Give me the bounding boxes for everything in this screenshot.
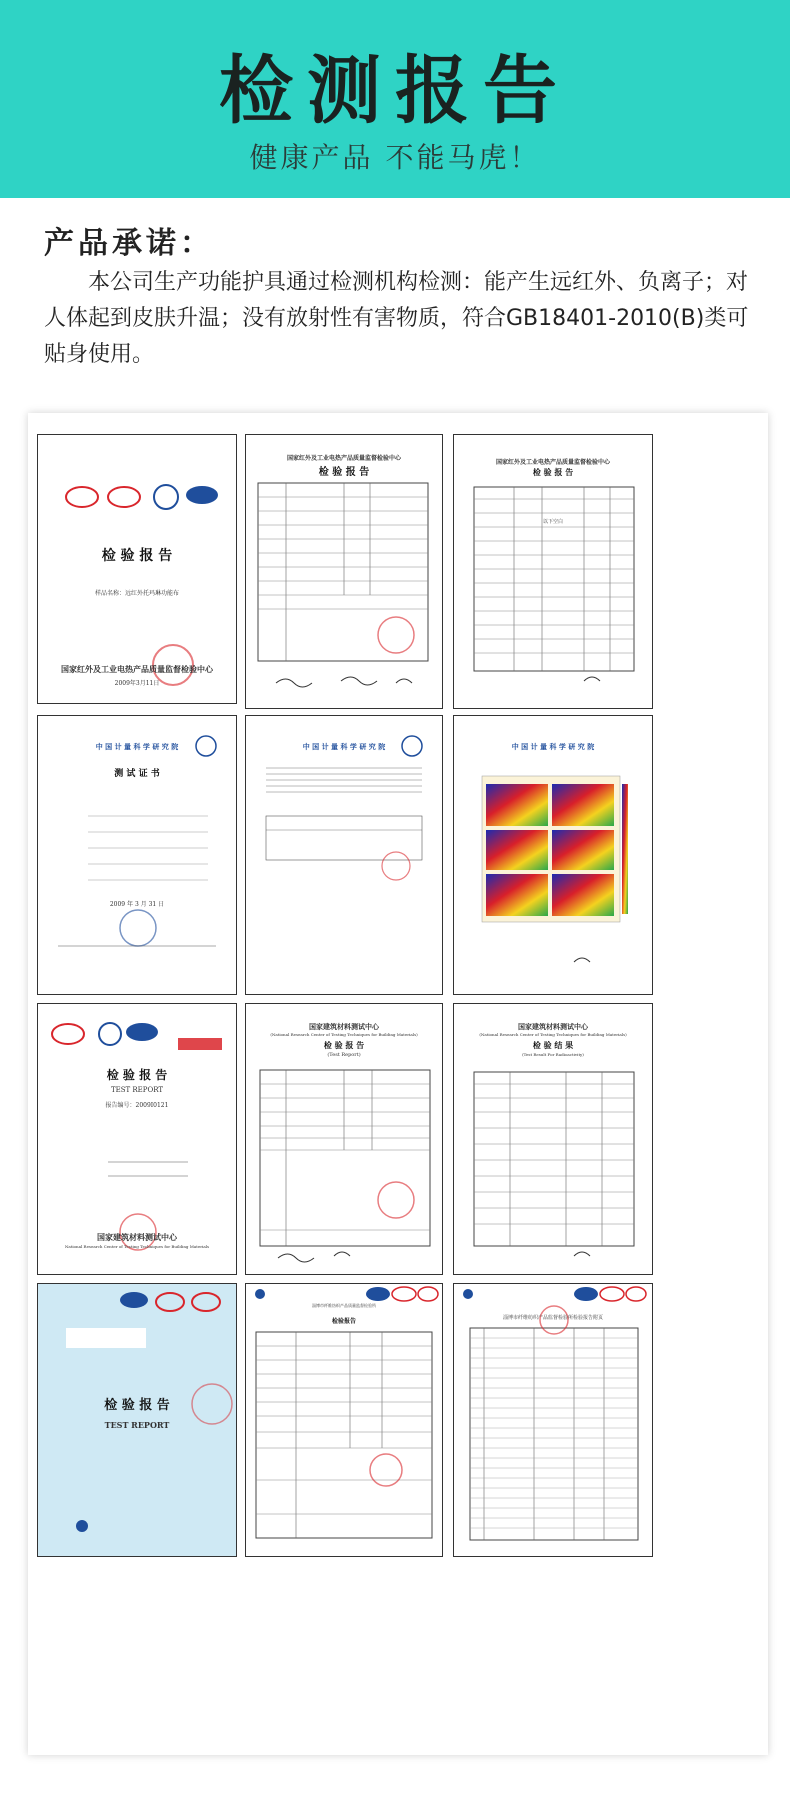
doc-org: 国家建筑材料测试中心 — [518, 1022, 588, 1031]
doc-title: 检 验 报 告 — [104, 1398, 170, 1413]
doc-org: 中 国 计 量 科 学 研 究 院 — [95, 742, 179, 751]
doc-date: 2009年3月11日 — [114, 680, 160, 687]
promise-heading: 产品承诺： — [44, 226, 214, 261]
fiber-textile-report — [245, 1283, 443, 1557]
doc-footer: 国家建筑材料测试中心 — [97, 1232, 177, 1242]
result-text-block — [246, 716, 442, 994]
building-materials-cover — [37, 1003, 237, 1275]
doc-title: 测 试 证 书 — [114, 769, 160, 779]
fiber-textile-cover — [37, 1283, 237, 1557]
test-result-page-1 — [245, 715, 443, 995]
test-certificate-cover — [37, 715, 237, 995]
thermal-images — [454, 716, 652, 994]
doc-org-en: (National Research Center of Testing Techniques for Building Materials) — [479, 1032, 627, 1037]
doc-subtitle: 样品名称：远红外托玛琳功能布 — [94, 590, 179, 597]
doc-title: 检 验 报 告 — [323, 1040, 365, 1050]
header-banner — [0, 0, 790, 198]
doc-title: 检 验 报 告 — [106, 1068, 168, 1082]
page-title: 检测报告 — [219, 48, 571, 134]
doc-org: 国家红外及工业电热产品质量监督检验中心 — [495, 459, 610, 466]
doc-title-en: TEST REPORT — [110, 1086, 164, 1094]
doc-title-en: TEST REPORT — [104, 1420, 170, 1430]
doc-org: 中 国 计 量 科 学 研 究 院 — [511, 742, 595, 751]
doc-title: 检 验 报 告 — [318, 467, 370, 478]
doc-title-en: (Test Report) — [327, 1052, 361, 1058]
doc-org: 淄博市纤维纺织产品质量监督检验所 — [312, 1303, 376, 1308]
report-page-3 — [453, 434, 653, 709]
doc-org: 淄博市纤维纺织产品监督检验所检验报告附页 — [502, 1315, 603, 1321]
test-result-thermal-images — [453, 715, 653, 995]
building-materials-report — [245, 1003, 443, 1275]
doc-org: 国家红外及工业电热产品质量监督检验中心 — [286, 455, 401, 462]
radioactivity-result — [453, 1003, 653, 1275]
fiber-textile-appendix — [453, 1283, 653, 1557]
doc-footer-en: National Research Center of Testing Techniques for Building Materials — [64, 1244, 210, 1249]
doc-title: 检 验 报 告 — [101, 548, 173, 564]
doc-note: 以下空白 — [542, 519, 563, 525]
certificate-body — [38, 716, 236, 994]
doc-title: 检 验 报 告 — [532, 467, 574, 477]
report-table — [454, 1284, 652, 1556]
cert-logos — [38, 435, 236, 703]
doc-org: 中 国 计 量 科 学 研 究 院 — [302, 742, 386, 751]
doc-report-no: 报告编号：2009I0121 — [105, 1102, 169, 1109]
doc-title: 检 验 结 果 — [532, 1040, 574, 1050]
report-cover-1 — [37, 434, 237, 704]
doc-org: 国家建筑材料测试中心 — [309, 1022, 379, 1031]
page-subtitle: 健康产品 不能马虎！ — [249, 141, 541, 174]
report-page-2 — [245, 434, 443, 709]
doc-footer: 国家红外及工业电热产品质量监督检验中心 — [61, 664, 213, 674]
doc-org-en: (National Research Center of Testing Techniques for Building Materials) — [270, 1032, 418, 1037]
doc-title: 检验报告 — [331, 1318, 356, 1325]
report-gallery — [28, 413, 768, 1755]
promise-body: 本公司生产功能护具通过检测机构检测：能产生远红外、负离子；对人体起到皮肤升温；没有放射性有害物质，符合GB18401-2010(B)类可贴身使用。 — [44, 270, 749, 367]
doc-title-en: (Test Result For Radioactivity) — [522, 1052, 584, 1057]
doc-date: 2009 年 3 月 31 日 — [109, 901, 165, 908]
